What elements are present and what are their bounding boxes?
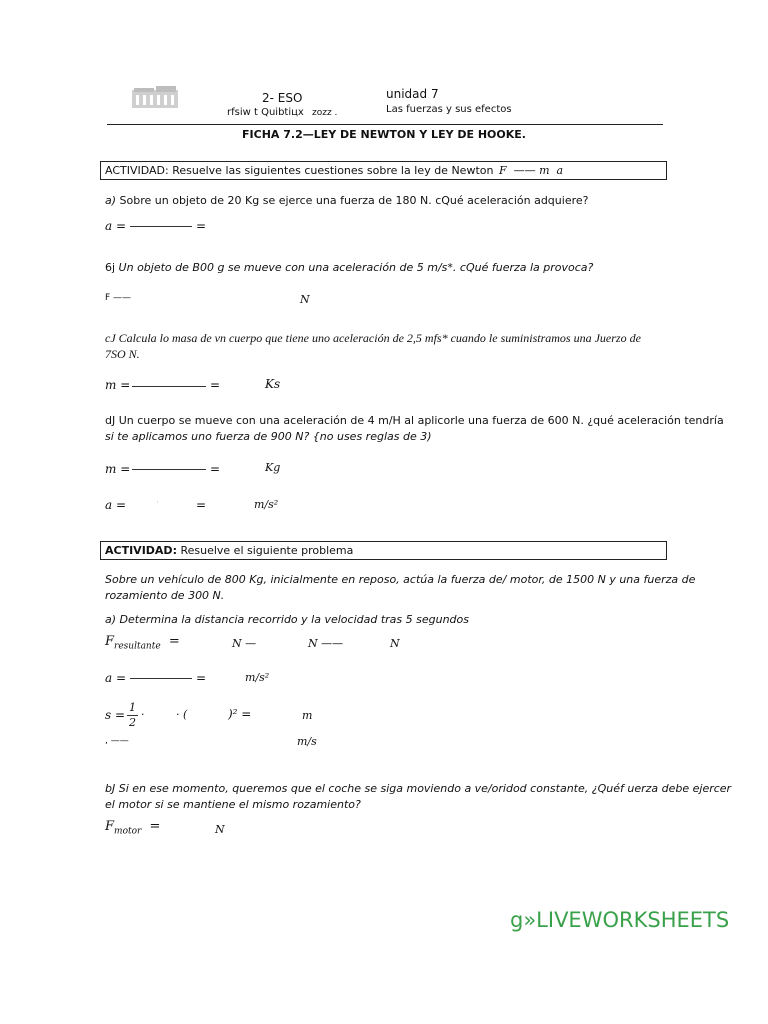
answer-d-mass-unit: Kg <box>265 461 281 474</box>
fres-subscript: resultante <box>114 641 161 652</box>
fres-formula <box>105 634 180 652</box>
question-a-prefix: a) <box>105 194 117 207</box>
liveworksheets-watermark: g»LIVEWORKSHEETS <box>510 908 730 932</box>
fmotor-subscript: motor <box>114 826 142 837</box>
question-d-line1: dJ Un cuerpo se mueve con una aceleración de 4 m/H al aplicorle una fuerza de 600 N. ¿qué aceleración tendría <box>105 414 724 427</box>
header-year: zozz . <box>312 108 338 118</box>
activity2-instructions: Resuelve el siguiente problema <box>176 543 354 557</box>
activity2-box <box>100 541 667 560</box>
fres-term1: N — <box>232 637 257 650</box>
question-a <box>105 194 588 207</box>
p-velocity-lhs: , —— <box>105 736 129 746</box>
p-accel-equals: = <box>196 671 207 685</box>
problem-question-a: a) Determina la distancia recorrido y la velocidad tras 5 segundos <box>105 613 469 626</box>
p-distance-unit: m <box>302 709 313 722</box>
p-distance-dot: · <box>141 708 145 721</box>
answer-d-accel-equals: = <box>196 498 207 512</box>
question-c-line1: cJ Calcula lo masa de vn cuerpo que tiene uno aceleración de 2,5 mfs* cuando le suministramos una Juerzo de <box>105 331 641 345</box>
one-half-denominator: 2 <box>129 716 136 729</box>
answer-c-equals: = <box>210 378 221 392</box>
course-label: 2- ESO <box>262 91 303 105</box>
header-divider <box>107 124 663 125</box>
answer-c-unit: Ks <box>265 377 281 391</box>
activity2-label: ACTIVIDAD: <box>105 543 177 557</box>
one-half-fraction <box>127 701 138 730</box>
answer-b-unit: N <box>300 293 310 306</box>
question-b <box>105 261 593 274</box>
p-accel-fraction-line <box>130 678 192 679</box>
problem-line2: rozamiento de 300 N. <box>105 589 225 602</box>
question-a-text: Sobre un objeto de 20 Kg se ejerce una fuerza de 180 N. cQué aceleración adquiere? <box>116 194 589 207</box>
answer-b-lhs: F —— <box>105 293 132 303</box>
header-subline: rfsiw t Quibtiцx <box>227 107 304 118</box>
question-d-line2: si te aplicamos uno fuerza de 900 N? {no uses reglas de 3) <box>105 430 432 443</box>
question-c-line2: 7SO N. <box>105 347 140 361</box>
worksheet-title: FICHA 7.2—LEY DE NEWTON Y LEY DE HOOKE. <box>242 128 526 141</box>
unit-title: Las fuerzas y sus efectos <box>386 104 512 115</box>
answer-d-mass-lhs: m = <box>105 462 131 476</box>
activity1-label: ACTIVIDAD: <box>105 163 169 177</box>
fres-term3: N <box>390 637 400 650</box>
newton-formula: F —— m a <box>498 163 564 177</box>
question-b-prefix: 6j <box>105 261 116 274</box>
fmotor-unit: N <box>215 823 225 836</box>
answer-d-accel-dot: · <box>156 498 159 508</box>
p-accel-unit: m/s² <box>245 671 270 684</box>
answer-a-equals: = <box>196 219 207 233</box>
answer-d-accel-unit: m/s² <box>254 498 279 511</box>
activity1-instructions: Resuelve las siguientes cuestiones sobre la Iey de Newton <box>168 163 497 177</box>
fres-equals: = <box>168 634 180 649</box>
problem-question-b-line2: el motor si se mantiene el mismo rozamiento? <box>105 798 361 811</box>
school-logo <box>132 86 178 108</box>
fmotor-equals: = <box>149 819 161 834</box>
answer-c-lhs: m = <box>105 378 131 392</box>
fres-symbol: F <box>105 634 115 649</box>
answer-c-fraction-line <box>132 386 206 387</box>
answer-a-fraction-line <box>130 226 192 227</box>
one-half-numerator: 1 <box>129 701 136 714</box>
fmotor-formula <box>105 819 160 837</box>
activity1-box <box>100 161 667 180</box>
p-distance-paren-open: · ( <box>176 708 188 721</box>
p-distance-lhs: s = <box>105 708 126 722</box>
problem-line1: Sobre un vehículo de 800 Kg, inicialmente en reposo, actúa la fuerza de/ motor, de 1500 N y una fuerza de <box>105 573 696 586</box>
fres-term2: N —— <box>308 637 344 650</box>
answer-d-mass-fraction-line <box>132 469 206 470</box>
answer-a-lhs: a = <box>105 219 127 233</box>
p-accel-lhs: a = <box>105 671 127 685</box>
answer-d-accel-lhs: a = <box>105 498 127 512</box>
p-distance-paren-close: )² = <box>228 707 252 721</box>
question-b-text: Un objeto de B00 g se mueve con una aceleración de 5 m/s*. cQué fuerza la provoca? <box>115 261 594 274</box>
fmotor-symbol: F <box>105 819 115 834</box>
answer-d-mass-equals: = <box>210 462 221 476</box>
p-velocity-unit: m/s <box>297 735 317 748</box>
problem-question-b-line1: bJ Si en ese momento, queremos que el coche se siga moviendo a ve/oridod constante, ¿Quéf uerza debe ejercer <box>105 782 732 795</box>
unit-label: unidad 7 <box>386 87 439 101</box>
